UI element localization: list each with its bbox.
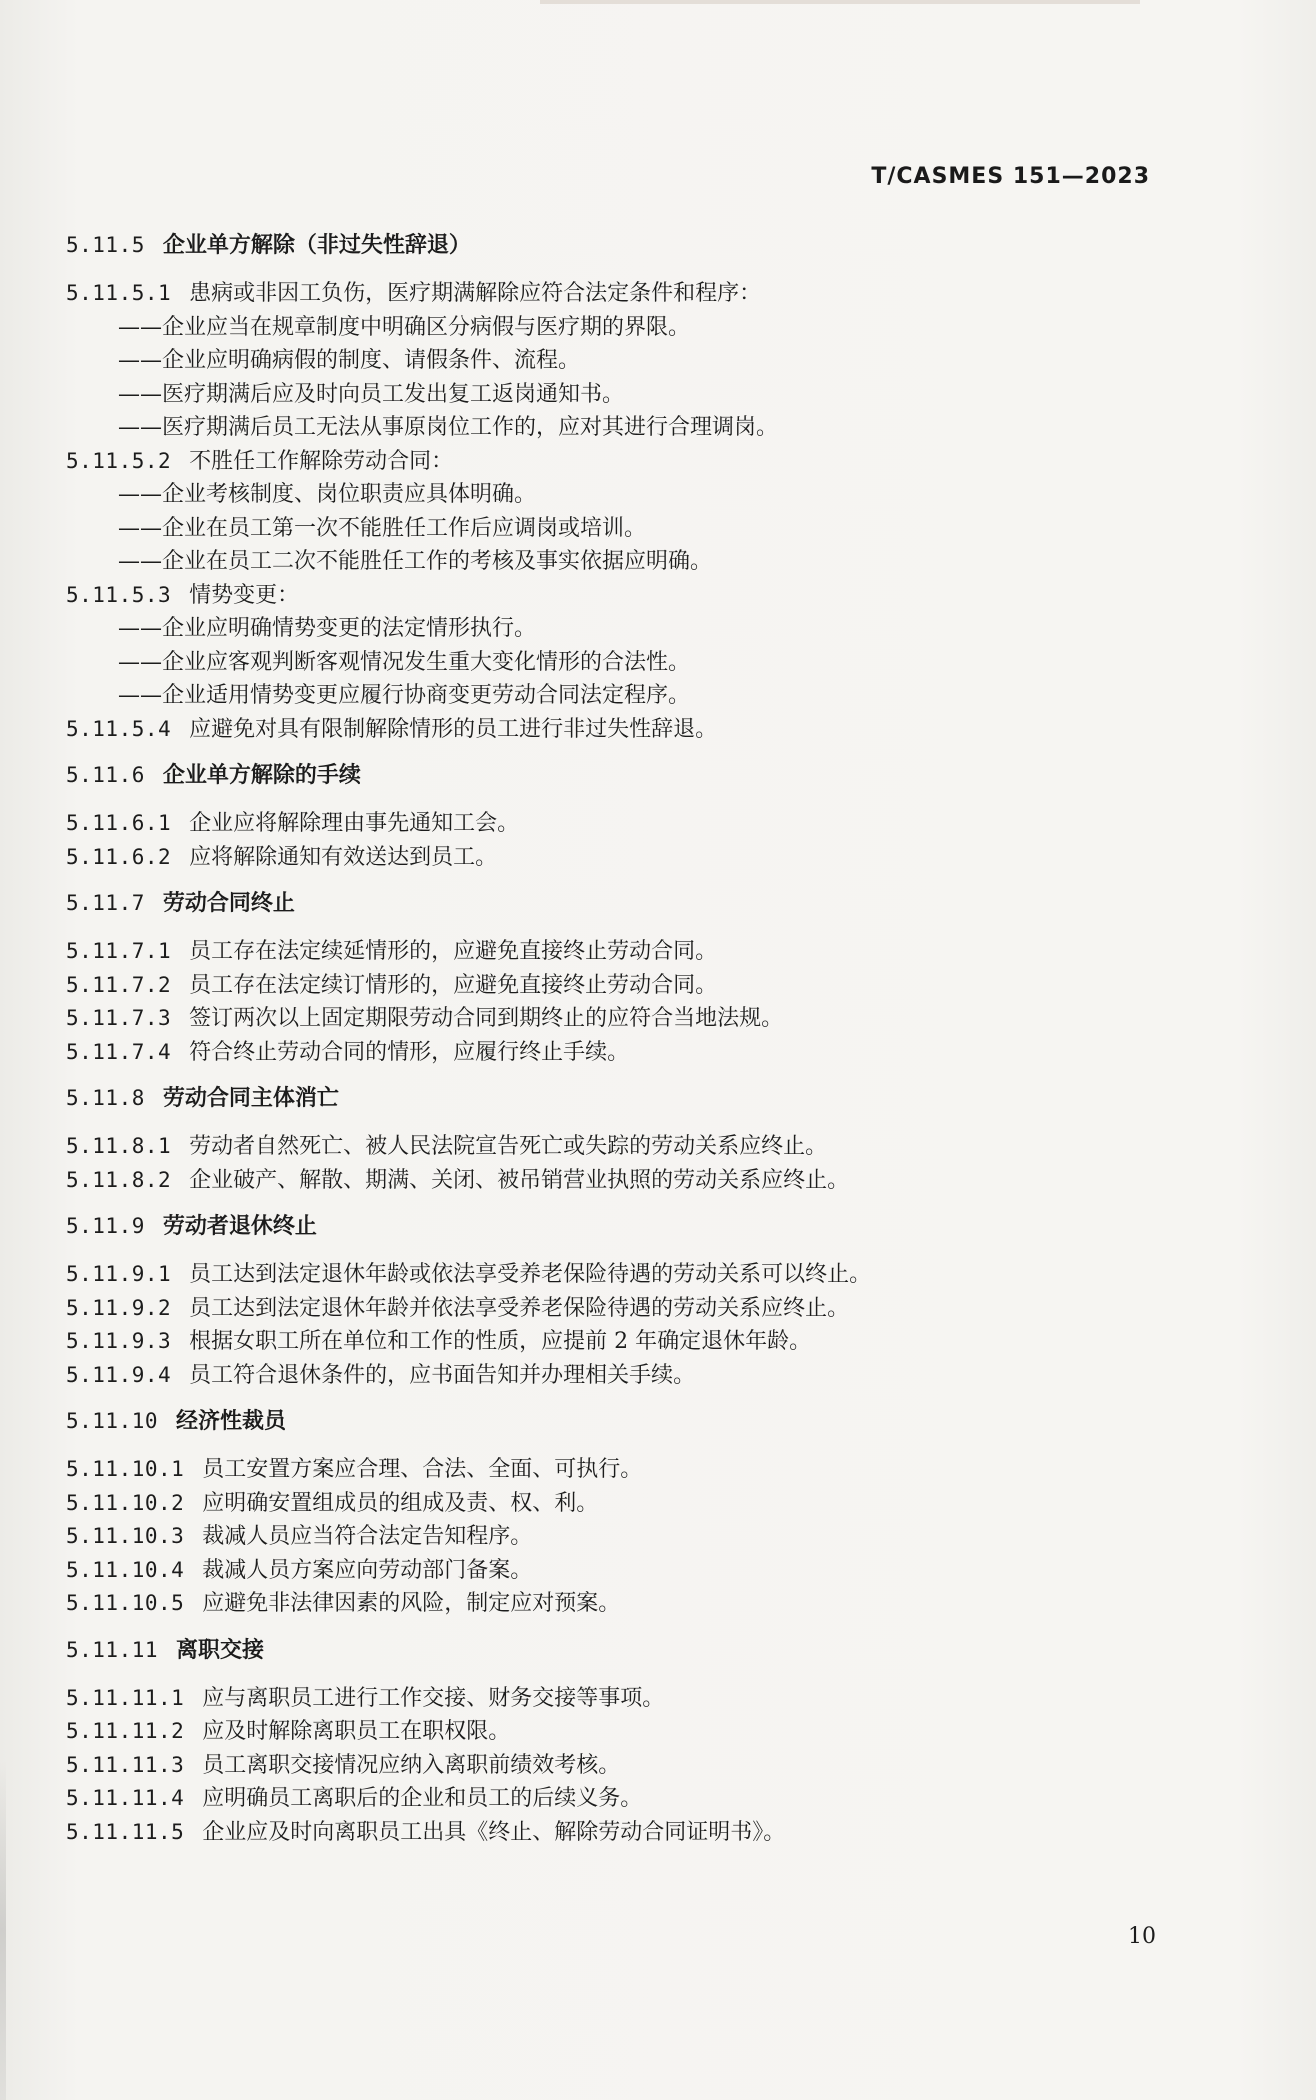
section-heading: [66, 1083, 1186, 1114]
clause-text: 应明确员工离职后的企业和员工的后续义务。: [202, 1786, 643, 1811]
dash-list-item: ——医疗期满后应及时向员工发出复工返岗通知书。: [118, 381, 625, 407]
clause-item: [66, 277, 1186, 311]
section-title: 企业单方解除（非过失性辞退）: [162, 233, 471, 258]
section-number: 5.11.9: [66, 1214, 145, 1238]
clause-text: 应将解除通知有效送达到员工。: [189, 844, 498, 870]
section-5-11-8: [66, 1083, 1186, 1197]
clause-number: 5.11.5.2: [66, 448, 172, 473]
clause-item: [66, 1587, 1186, 1621]
clause-item: [66, 1036, 1186, 1070]
clause-number: 5.11.10.3: [66, 1524, 185, 1548]
section-heading: [66, 230, 1186, 261]
clause-item: [66, 445, 1186, 479]
clause-text: 应避免非法律因素的风险，制定应对预案。: [202, 1591, 621, 1616]
clause-item: [66, 1715, 1186, 1749]
clause-number: 5.11.11.5: [66, 1819, 185, 1844]
clause-number: 5.11.10.4: [66, 1557, 185, 1582]
clause-item: [66, 1258, 1186, 1292]
clause-item: [66, 1782, 1186, 1816]
clause-number: 5.11.9.2: [66, 1295, 172, 1320]
clause-number: 5.11.8.2: [66, 1167, 172, 1192]
clause-text: 企业应及时向离职员工出具《终止、解除劳动合同证明书》。: [202, 1819, 786, 1845]
dash-list-item: ——企业应明确情势变更的法定情形执行。: [118, 616, 537, 641]
clause-text: 符合终止劳动合同的情形，应履行终止手续。: [189, 1039, 630, 1065]
section-5-11-5: [66, 230, 1186, 746]
section-heading: [66, 760, 1186, 791]
document-body: [66, 230, 1186, 1849]
clause-item: [66, 1682, 1186, 1716]
section-heading: [66, 888, 1186, 919]
clause-text: 员工离职交接情况应纳入离职前绩效考核。: [202, 1752, 621, 1778]
clause-number: 5.11.6.1: [66, 811, 172, 835]
clause-number: 5.11.10.5: [66, 1591, 185, 1615]
section-title: 劳动合同主体消亡: [162, 1086, 339, 1111]
clause-item: [66, 1816, 1186, 1850]
section-number: 5.11.5: [66, 233, 145, 257]
section-heading: [66, 1211, 1186, 1242]
clause-item: [66, 1292, 1186, 1326]
clause-number: 5.11.7.3: [66, 1006, 172, 1030]
clause-text: 应与离职员工进行工作交接、财务交接等事项。: [202, 1685, 665, 1711]
dash-list-item: ——企业应当在规章制度中明确区分病假与医疗期的界限。: [118, 314, 691, 340]
section-title: 离职交接: [176, 1637, 265, 1663]
clause-item: [66, 579, 1186, 613]
clause-text: 应及时解除离职员工在职权限。: [202, 1719, 511, 1744]
clause-text: 员工达到法定退休年龄或依法享受养老保险待遇的劳动关系可以终止。: [189, 1262, 872, 1287]
clause-number: 5.11.8.1: [66, 1134, 172, 1158]
section-5-11-11: [66, 1635, 1186, 1850]
dash-list-item: ——企业应明确病假的制度、请假条件、流程。: [118, 348, 581, 373]
clause-number: 5.11.5.1: [66, 281, 172, 305]
dash-list-item: ——企业考核制度、岗位职责应具体明确。: [118, 482, 537, 507]
section-number: 5.11.10: [66, 1409, 159, 1433]
clause-item: [66, 1002, 1186, 1036]
clause-number: 5.11.9.4: [66, 1362, 172, 1387]
clause-item: [66, 841, 1186, 875]
clause-text: 根据女职工所在单位和工作的性质，应提前 2 年确定退休年龄。: [189, 1329, 812, 1354]
clause-number: 5.11.7.4: [66, 1039, 172, 1064]
section-5-11-7: [66, 888, 1186, 1069]
section-title: 企业单方解除的手续: [162, 763, 361, 788]
clause-number: 5.11.10.2: [66, 1490, 185, 1515]
clause-text: 不胜任工作解除劳动合同：: [189, 448, 454, 474]
clause-item: [66, 1554, 1186, 1588]
section-number: 5.11.11: [66, 1637, 159, 1662]
section-5-11-9: [66, 1211, 1186, 1392]
clause-text: 员工存在法定续订情形的，应避免直接终止劳动合同。: [189, 972, 718, 998]
section-number: 5.11.8: [66, 1086, 145, 1110]
clause-text: 情势变更：: [189, 582, 300, 608]
clause-text: 企业破产、解散、期满、关闭、被吊销营业执照的劳动关系应终止。: [189, 1167, 850, 1193]
section-title: 劳动合同终止: [162, 891, 295, 916]
clause-text: 员工安置方案应合理、合法、全面、可执行。: [202, 1457, 643, 1482]
clause-text: 患病或非因工负伤，医疗期满解除应符合法定条件和程序：: [189, 281, 762, 306]
clause-number: 5.11.11.3: [66, 1752, 185, 1777]
clause-text: 应明确安置组成员的组成及责、权、利。: [202, 1490, 599, 1516]
clause-number: 5.11.6.2: [66, 844, 172, 869]
clause-number: 5.11.9.1: [66, 1262, 172, 1286]
clause-number: 5.11.11.4: [66, 1786, 185, 1810]
clause-item: [66, 969, 1186, 1003]
section-5-11-10: [66, 1406, 1186, 1621]
section-heading: [66, 1406, 1186, 1437]
dash-list-item: ——企业应客观判断客观情况发生重大变化情形的合法性。: [118, 649, 691, 675]
document-number: T/CASMES 151—2023: [871, 164, 1150, 189]
clause-item: [66, 1520, 1186, 1554]
scan-shadow: [0, 1760, 6, 2100]
clause-text: 裁减人员应当符合法定告知程序。: [202, 1524, 533, 1549]
clause-item: [66, 1325, 1186, 1359]
page-number: 10: [1128, 1924, 1156, 1949]
clause-text: 裁减人员方案应向劳动部门备案。: [202, 1557, 533, 1583]
clause-item: [66, 935, 1186, 969]
section-heading: [66, 1635, 1186, 1666]
clause-number: 5.11.7.2: [66, 972, 172, 997]
clause-text: 应避免对具有限制解除情形的员工进行非过失性辞退。: [189, 716, 718, 742]
clause-number: 5.11.9.3: [66, 1329, 172, 1353]
section-5-11-6: [66, 760, 1186, 874]
clause-number: 5.11.11.2: [66, 1719, 185, 1743]
clause-item: [66, 807, 1186, 841]
clause-text: 员工达到法定退休年龄并依法享受养老保险待遇的劳动关系应终止。: [189, 1295, 850, 1321]
clause-number: 5.11.11.1: [66, 1685, 185, 1710]
clause-number: 5.11.10.1: [66, 1457, 185, 1481]
clause-item: [66, 1749, 1186, 1783]
section-title: 劳动者退休终止: [162, 1214, 317, 1239]
scan-edge-strip: [540, 0, 1140, 4]
clause-text: 签订两次以上固定期限劳动合同到期终止的应符合当地法规。: [189, 1006, 784, 1031]
dash-list-item: ——企业适用情势变更应履行协商变更劳动合同法定程序。: [118, 683, 691, 708]
clause-text: 劳动者自然死亡、被人民法院宣告死亡或失踪的劳动关系应终止。: [189, 1134, 828, 1159]
dash-list-item: ——企业在员工第一次不能胜任工作后应调岗或培训。: [118, 515, 647, 541]
clause-text: 企业应将解除理由事先通知工会。: [189, 811, 520, 836]
clause-item: [66, 1359, 1186, 1393]
dash-list-item: ——企业在员工二次不能胜任工作的考核及事实依据应明确。: [118, 549, 713, 574]
clause-item: [66, 1164, 1186, 1198]
section-number: 5.11.6: [66, 763, 145, 787]
clause-number: 5.11.5.3: [66, 582, 172, 607]
clause-text: 员工存在法定续延情形的，应避免直接终止劳动合同。: [189, 939, 718, 964]
clause-text: 员工符合退休条件的，应书面告知并办理相关手续。: [189, 1362, 696, 1388]
clause-number: 5.11.7.1: [66, 939, 172, 963]
clause-number: 5.11.5.4: [66, 716, 172, 741]
clause-item: [66, 1487, 1186, 1521]
clause-item: [66, 1130, 1186, 1164]
clause-item: [66, 713, 1186, 747]
section-title: 经济性裁员: [176, 1409, 287, 1434]
dash-list-item: ——医疗期满后员工无法从事原岗位工作的，应对其进行合理调岗。: [118, 415, 779, 440]
clause-item: [66, 1453, 1186, 1487]
section-number: 5.11.7: [66, 891, 145, 915]
